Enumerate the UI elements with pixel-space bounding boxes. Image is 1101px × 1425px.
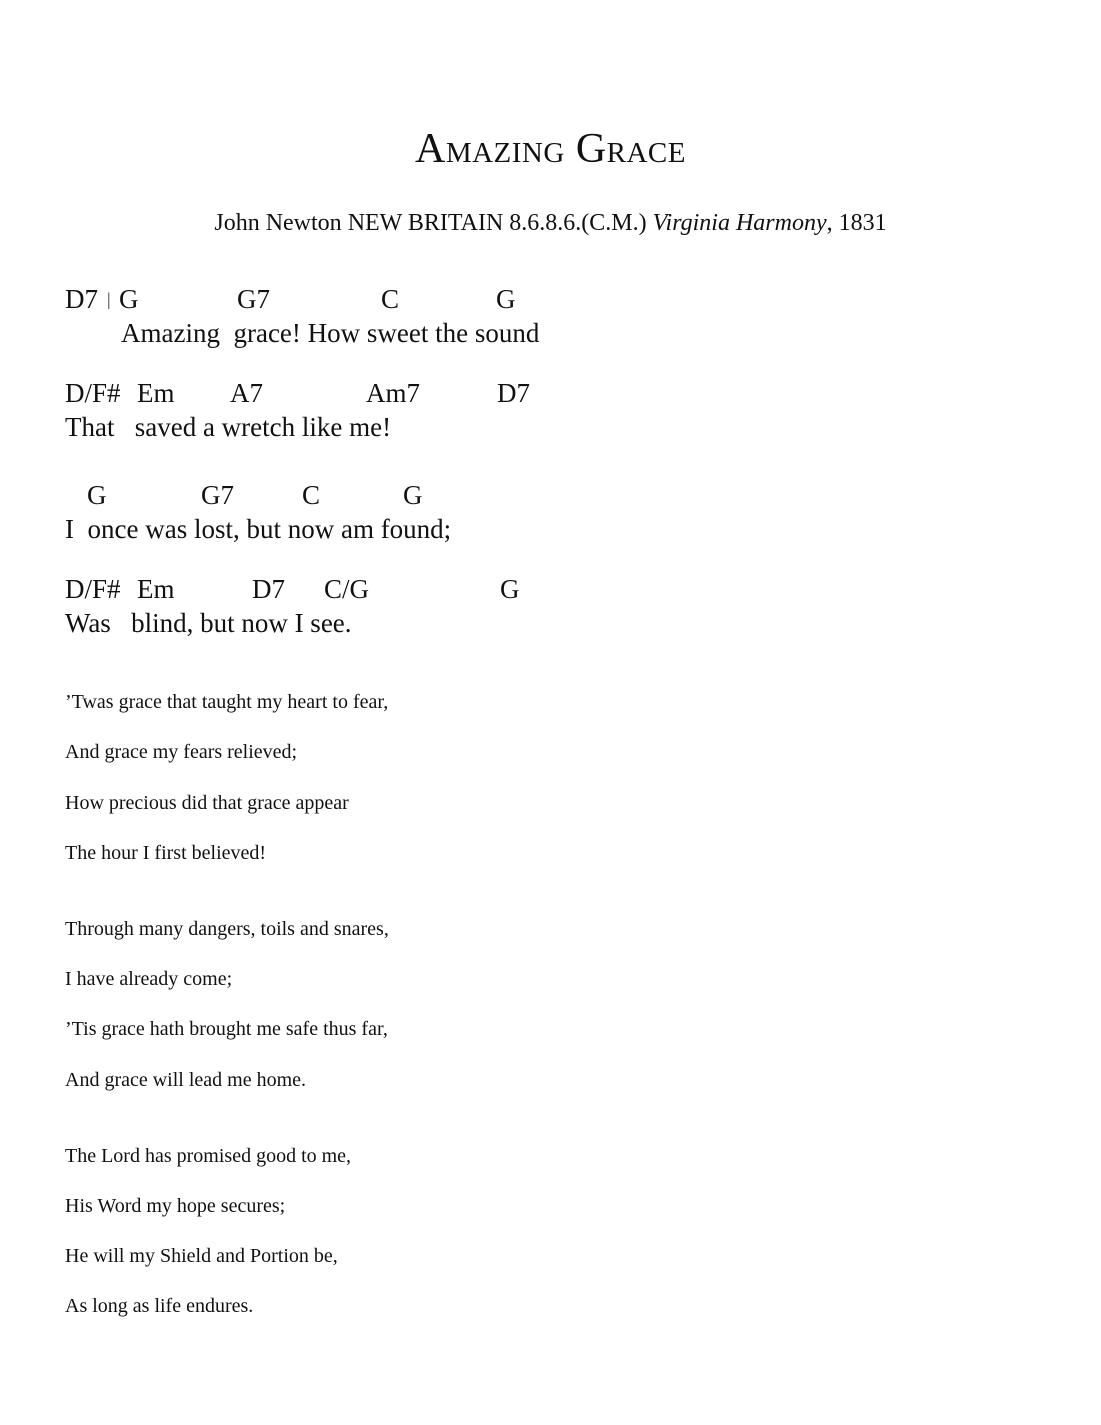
bar-divider: | (107, 289, 111, 309)
verse-line: How precious did that grace appear (65, 792, 349, 814)
chord: G (87, 480, 107, 510)
chord: G7 (201, 480, 234, 510)
chord: Em (137, 574, 175, 604)
chord: D7 (65, 284, 98, 314)
verse-line: The hour I first believed! (65, 842, 267, 864)
chord: G7 (237, 284, 270, 314)
verse-line: His Word my hope secures; (65, 1195, 286, 1217)
chord: D7 (497, 378, 530, 408)
source-title: Virginia Harmony (652, 210, 827, 236)
chord: Am7 (366, 378, 420, 408)
verse-line: He will my Shield and Portion be, (65, 1245, 338, 1267)
verse-line: And grace will lead me home. (65, 1069, 307, 1091)
chord: Em (137, 378, 175, 408)
author: John Newton (214, 210, 342, 236)
verse-line: As long as life endures. (65, 1295, 254, 1317)
chord: A7 (230, 378, 263, 408)
verse-line: ’Twas grace that taught my heart to fear, (65, 691, 389, 713)
chord: G (119, 284, 139, 314)
verse-line: ’Tis grace hath brought me safe thus far, (65, 1018, 388, 1040)
verse-line: Through many dangers, toils and snares, (65, 918, 389, 940)
chord: C/G (324, 574, 370, 604)
verse-line: And grace my fears relieved; (65, 741, 298, 763)
verse-line: The Lord has promised good to me, (65, 1145, 352, 1167)
lyric-line: Was blind, but now I see. (65, 608, 352, 638)
chord: C (302, 480, 321, 510)
chord: D7 (252, 574, 285, 604)
tune-name: NEW BRITAIN 8.6.8.6.(C.M.) (347, 210, 647, 236)
lyric-line: I once was lost, but now am found; (65, 514, 452, 544)
song-title: Amazing Grace (415, 126, 686, 172)
lyric-line: That saved a wretch like me! (65, 412, 392, 442)
chord: C (381, 284, 400, 314)
chord: D/F# (65, 574, 121, 604)
chord: D/F# (65, 378, 121, 408)
chord: G (496, 284, 516, 314)
chord: G (500, 574, 520, 604)
source-year: , 1831 (826, 210, 887, 236)
lyric-line: Amazing grace! How sweet the sound (121, 318, 540, 348)
song-credits (0, 211, 1101, 235)
verse-line: I have already come; (65, 968, 233, 990)
chord: G (403, 480, 423, 510)
